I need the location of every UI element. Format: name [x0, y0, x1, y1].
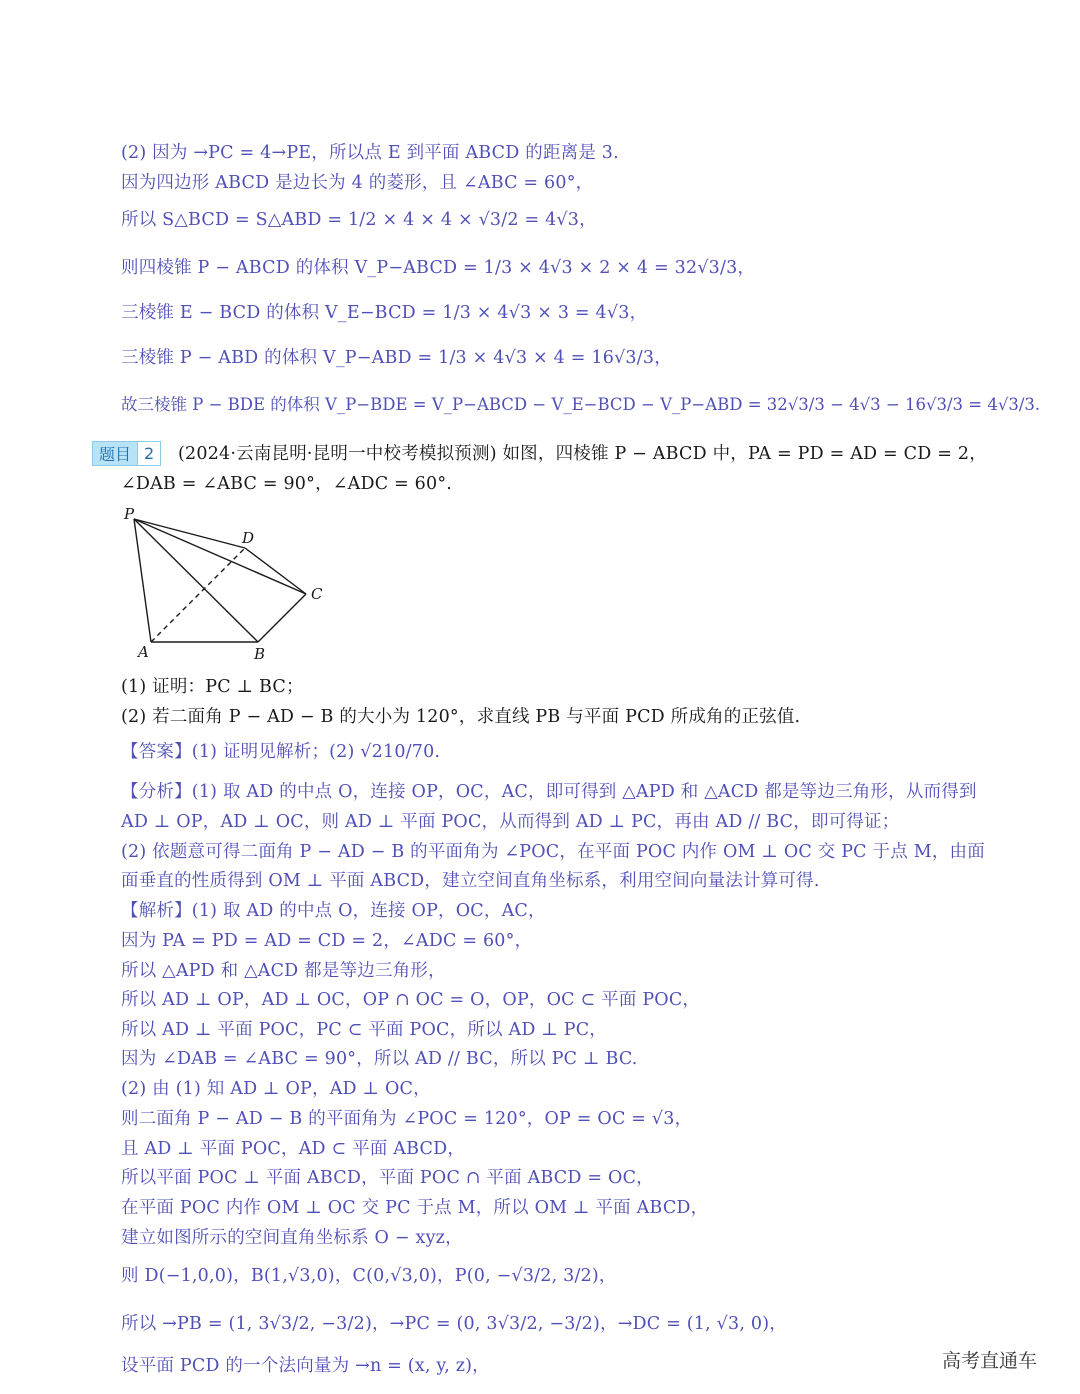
label-A: A	[138, 643, 149, 661]
prev-solution-line-6: 三棱锥 P − ABD 的体积 V_P−ABD = 1/3 × 4√3 × 4 = 16√3/3，	[121, 348, 672, 368]
analysis-line-4: 面垂直的性质得到 OM ⊥ 平面 ABCD，建立空间直角坐标系，利用空间向量法计算可得.	[121, 871, 820, 891]
solution-line-2: 因为 PA = PD = AD = CD = 2，∠ADC = 60°，	[121, 931, 533, 951]
analysis-line-2: AD ⊥ OP，AD ⊥ OC，则 AD ⊥ 平面 POC，从而得到 AD ⊥ PC，再由 AD // BC，即可得证；	[121, 812, 900, 832]
solution-line-15: 设平面 PCD 的一个法向量为 →n = (x, y, z)，	[121, 1356, 490, 1376]
problem-tag-number: 2	[138, 441, 161, 466]
solution-line-12: 建立如图所示的空间直角坐标系 O − xyz，	[121, 1228, 463, 1248]
label-D: D	[242, 529, 255, 547]
prev-solution-line-1: (2) 因为 →PC = 4→PE，所以点 E 到平面 ABCD 的距离是 3.	[121, 143, 619, 163]
question-1: (1) 证明：PC ⊥ BC；	[121, 677, 304, 697]
solution-line-1: 【解析】(1) 取 AD 的中点 O，连接 OP，OC，AC，	[121, 901, 546, 921]
edge-PB	[134, 519, 258, 642]
prev-solution-line-2: 因为四边形 ABCD 是边长为 4 的菱形，且 ∠ABC = 60°，	[121, 173, 594, 193]
solution-line-5: 所以 AD ⊥ 平面 POC，PC ⊂ 平面 POC，所以 AD ⊥ PC，	[121, 1020, 607, 1040]
label-P: P	[124, 505, 135, 523]
solution-line-9: 且 AD ⊥ 平面 POC，AD ⊂ 平面 ABCD，	[121, 1139, 466, 1159]
prev-solution-line-3: 所以 S△BCD = S△ABD = 1/2 × 4 × 4 × √3/2 = 4√3，	[121, 210, 597, 230]
solution-line-8: 则二面角 P − AD − B 的平面角为 ∠POC = 120°，OP = OC = √3，	[121, 1109, 693, 1129]
prev-solution-line-7: 故三棱锥 P − BDE 的体积 V_P−BDE = V_P−ABCD − V_E−BCD − V_P−ABD = 32√3/3 − 4√3 − 16√3/3 = 4√3/3.	[121, 395, 1041, 414]
analysis-line-3: (2) 依题意可得二面角 P − AD − B 的平面角为 ∠POC，在平面 POC 内作 OM ⊥ OC 交 PC 于点 M，由面	[121, 842, 985, 862]
label-B: B	[254, 645, 266, 663]
edge-AD-hidden	[151, 548, 245, 642]
solution-line-4: 所以 AD ⊥ OP，AD ⊥ OC，OP ∩ OC = O，OP，OC ⊂ 平面 POC，	[121, 990, 701, 1010]
solution-line-3: 所以 △APD 和 △ACD 都是等边三角形，	[121, 961, 446, 981]
edge-BC	[258, 594, 306, 642]
analysis-line-1: 【分析】(1) 取 AD 的中点 O，连接 OP，OC，AC，即可得到 △APD 和 △ACD 都是等边三角形，从而得到	[121, 782, 977, 802]
answer-line: 【答案】(1) 证明见解析；(2) √210/70.	[121, 742, 441, 762]
edge-PA	[134, 519, 151, 642]
problem-tag	[92, 441, 161, 466]
solution-line-11: 在平面 POC 内作 OM ⊥ OC 交 PC 于点 M，所以 OM ⊥ 平面 ABCD，	[121, 1198, 709, 1218]
solution-line-6: 因为 ∠DAB = ∠ABC = 90°，所以 AD // BC，所以 PC ⊥ BC.	[121, 1049, 638, 1069]
solution-line-13: 则 D(−1,0,0)，B(1,√3,0)，C(0,√3,0)，P(0, −√3/2, 3/2)，	[121, 1266, 617, 1286]
edge-PC	[134, 519, 306, 594]
pyramid-figure	[118, 505, 338, 665]
problem-statement-line-2: ∠DAB = ∠ABC = 90°，∠ADC = 60°.	[121, 474, 453, 494]
watermark: 高考直通车	[942, 1350, 1038, 1372]
problem-statement-line-1: (2024·云南昆明·昆明一中校考模拟预测) 如图，四棱锥 P − ABCD 中，PA = PD = AD = CD = 2，	[178, 444, 987, 464]
question-2: (2) 若二面角 P − AD − B 的大小为 120°，求直线 PB 与平面 PCD 所成角的正弦值.	[121, 707, 801, 727]
solution-line-14: 所以 →PB = (1, 3√3/2, −3/2)，→PC = (0, 3√3/2, −3/2)，→DC = (1, √3, 0)，	[121, 1314, 787, 1334]
problem-tag-title: 题目	[92, 441, 138, 466]
prev-solution-line-5: 三棱锥 E − BCD 的体积 V_E−BCD = 1/3 × 4√3 × 3 = 4√3，	[121, 303, 648, 323]
prev-solution-line-4: 则四棱锥 P − ABCD 的体积 V_P−ABCD = 1/3 × 4√3 × 2 × 4 = 32√3/3，	[121, 258, 756, 278]
label-C: C	[311, 585, 323, 603]
solution-line-7: (2) 由 (1) 知 AD ⊥ OP，AD ⊥ OC，	[121, 1079, 431, 1099]
solution-line-10: 所以平面 POC ⊥ 平面 ABCD，平面 POC ∩ 平面 ABCD = OC，	[121, 1168, 654, 1188]
